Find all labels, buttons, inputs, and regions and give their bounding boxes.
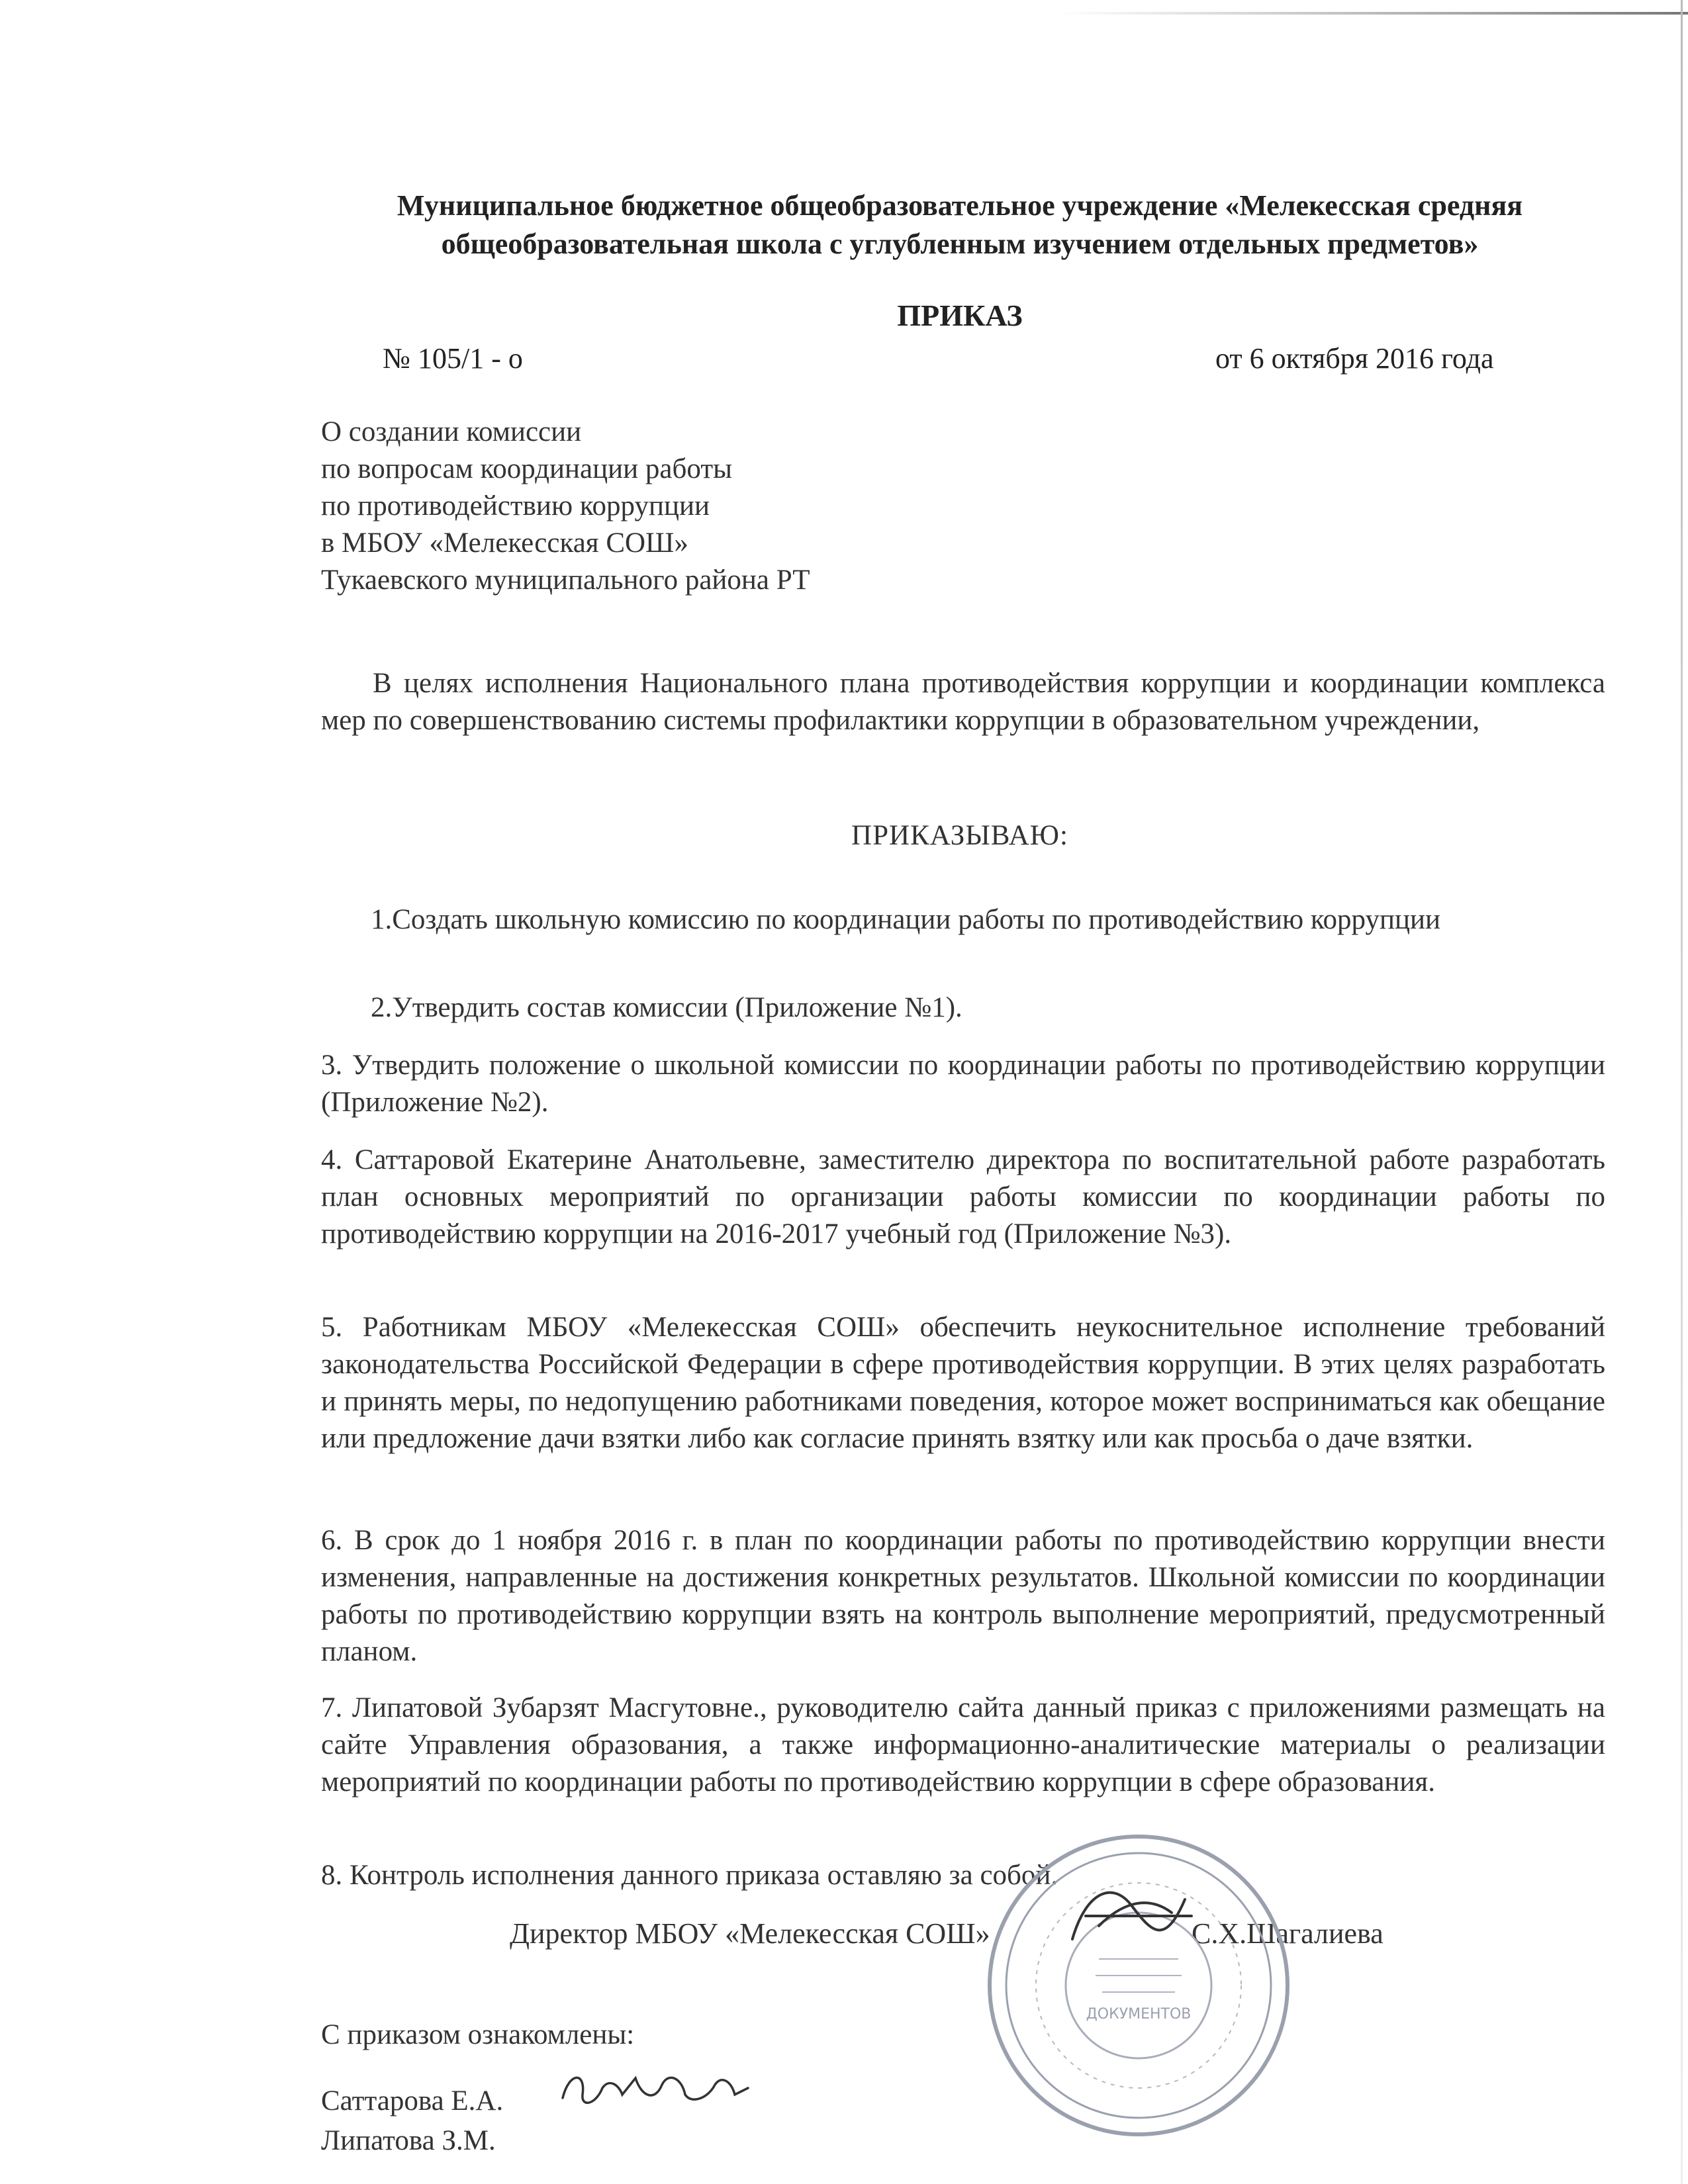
order-item-1: 1.Создать школьную комиссию по координации работы по противодействию коррупции	[371, 904, 1441, 935]
order-item-7: 7. Липатовой Зубарзят Масгутовне., руководителю сайта данный приказ с приложениями размещать на сайте Управления образования, а также информационно-аналитические материалы о реализации мероприятий по координации работы по противодействию коррупции в сфере образования.	[321, 1692, 1605, 1797]
order-date: от 6 октября 2016 года	[1215, 342, 1494, 375]
sattarova-signature	[556, 2058, 755, 2118]
subject-line: в МБОУ «Мелекесская СОШ»	[321, 527, 688, 559]
order-item-3: 3. Утвердить положение о школьной комиссии по координации работы по противодействию коррупции (Приложение №2).	[321, 1050, 1605, 1118]
preamble: В целях исполнения Национального плана противодействия коррупции и координации комплекса мер по совершенствованию системы профилактики коррупции в образовательном учреждении,	[321, 668, 1605, 736]
signature-position: Директор МБОУ «Мелекесская СОШ»	[510, 1917, 990, 1950]
acknowledgement-name: Липатова З.М.	[321, 2125, 496, 2156]
order-number: № 105/1 - о	[383, 342, 523, 375]
order-item-2: 2.Утвердить состав комиссии (Приложение №1).	[371, 992, 962, 1023]
signature-name: С.Х.Шагалиева	[1192, 1917, 1383, 1950]
director-signature	[1059, 1866, 1211, 1966]
institution-header	[311, 187, 1609, 263]
order-item-5: 5. Работникам МБОУ «Мелекесская СОШ» обеспечить неукоснительное исполнение требований законодательства Российской Федерации в сфере противодействия коррупции. В этих целях разработать и принять меры, по недопущению работниками поведения, которое может восприниматься как обещание или предложение дачи взятки либо как согласие принять взятку или как просьба о даче взятки.	[321, 1312, 1605, 1454]
scan-edge-top	[1059, 12, 1688, 15]
scan-edge-right	[1681, 0, 1683, 2184]
order-item-8: 8. Контроль исполнения данного приказа оставляю за собой.	[321, 1860, 1058, 1891]
subject-line: по противодействию коррупции	[321, 490, 710, 522]
stamp-text: ДОКУМЕНТОВ	[1086, 2006, 1192, 2023]
subject-line: по вопросам координации работы	[321, 453, 733, 484]
subject-line: О создании комиссии	[321, 416, 582, 447]
acknowledgement-title: С приказом ознакомлены:	[321, 2019, 635, 2050]
order-item-4: 4. Саттаровой Екатерине Анатольевне, заместителю директора по воспитательной работе разработать план основных мероприятий по организации работы комиссии по координации работы по противодействию коррупции на 2016-2017 учебный год (Приложение №3).	[321, 1144, 1605, 1250]
institution-header-line-1: Муниципальное бюджетное общеобразовательное учреждение «Мелекесская средняя	[397, 189, 1523, 222]
acknowledgement-name: Саттарова Е.А.	[321, 2085, 504, 2116]
order-subject	[321, 414, 1182, 599]
order-word: ПРИКАЗЫВАЮ:	[851, 820, 1068, 851]
order-title: ПРИКАЗ	[897, 298, 1023, 332]
order-item-6: 6. В срок до 1 ноября 2016 г. в план по координации работы по противодействию коррупции внести изменения, направленные на достижения конкретных результатов. Школьной комиссии по координации работы по противодействию коррупции взять на контроль выполнение мероприятий, предусмотренный планом.	[321, 1525, 1605, 1667]
subject-line: Тукаевского муниципального района РТ	[321, 565, 810, 596]
institution-header-line-2: общеобразовательная школа с углубленным изучением отдельных предметов»	[441, 228, 1479, 260]
